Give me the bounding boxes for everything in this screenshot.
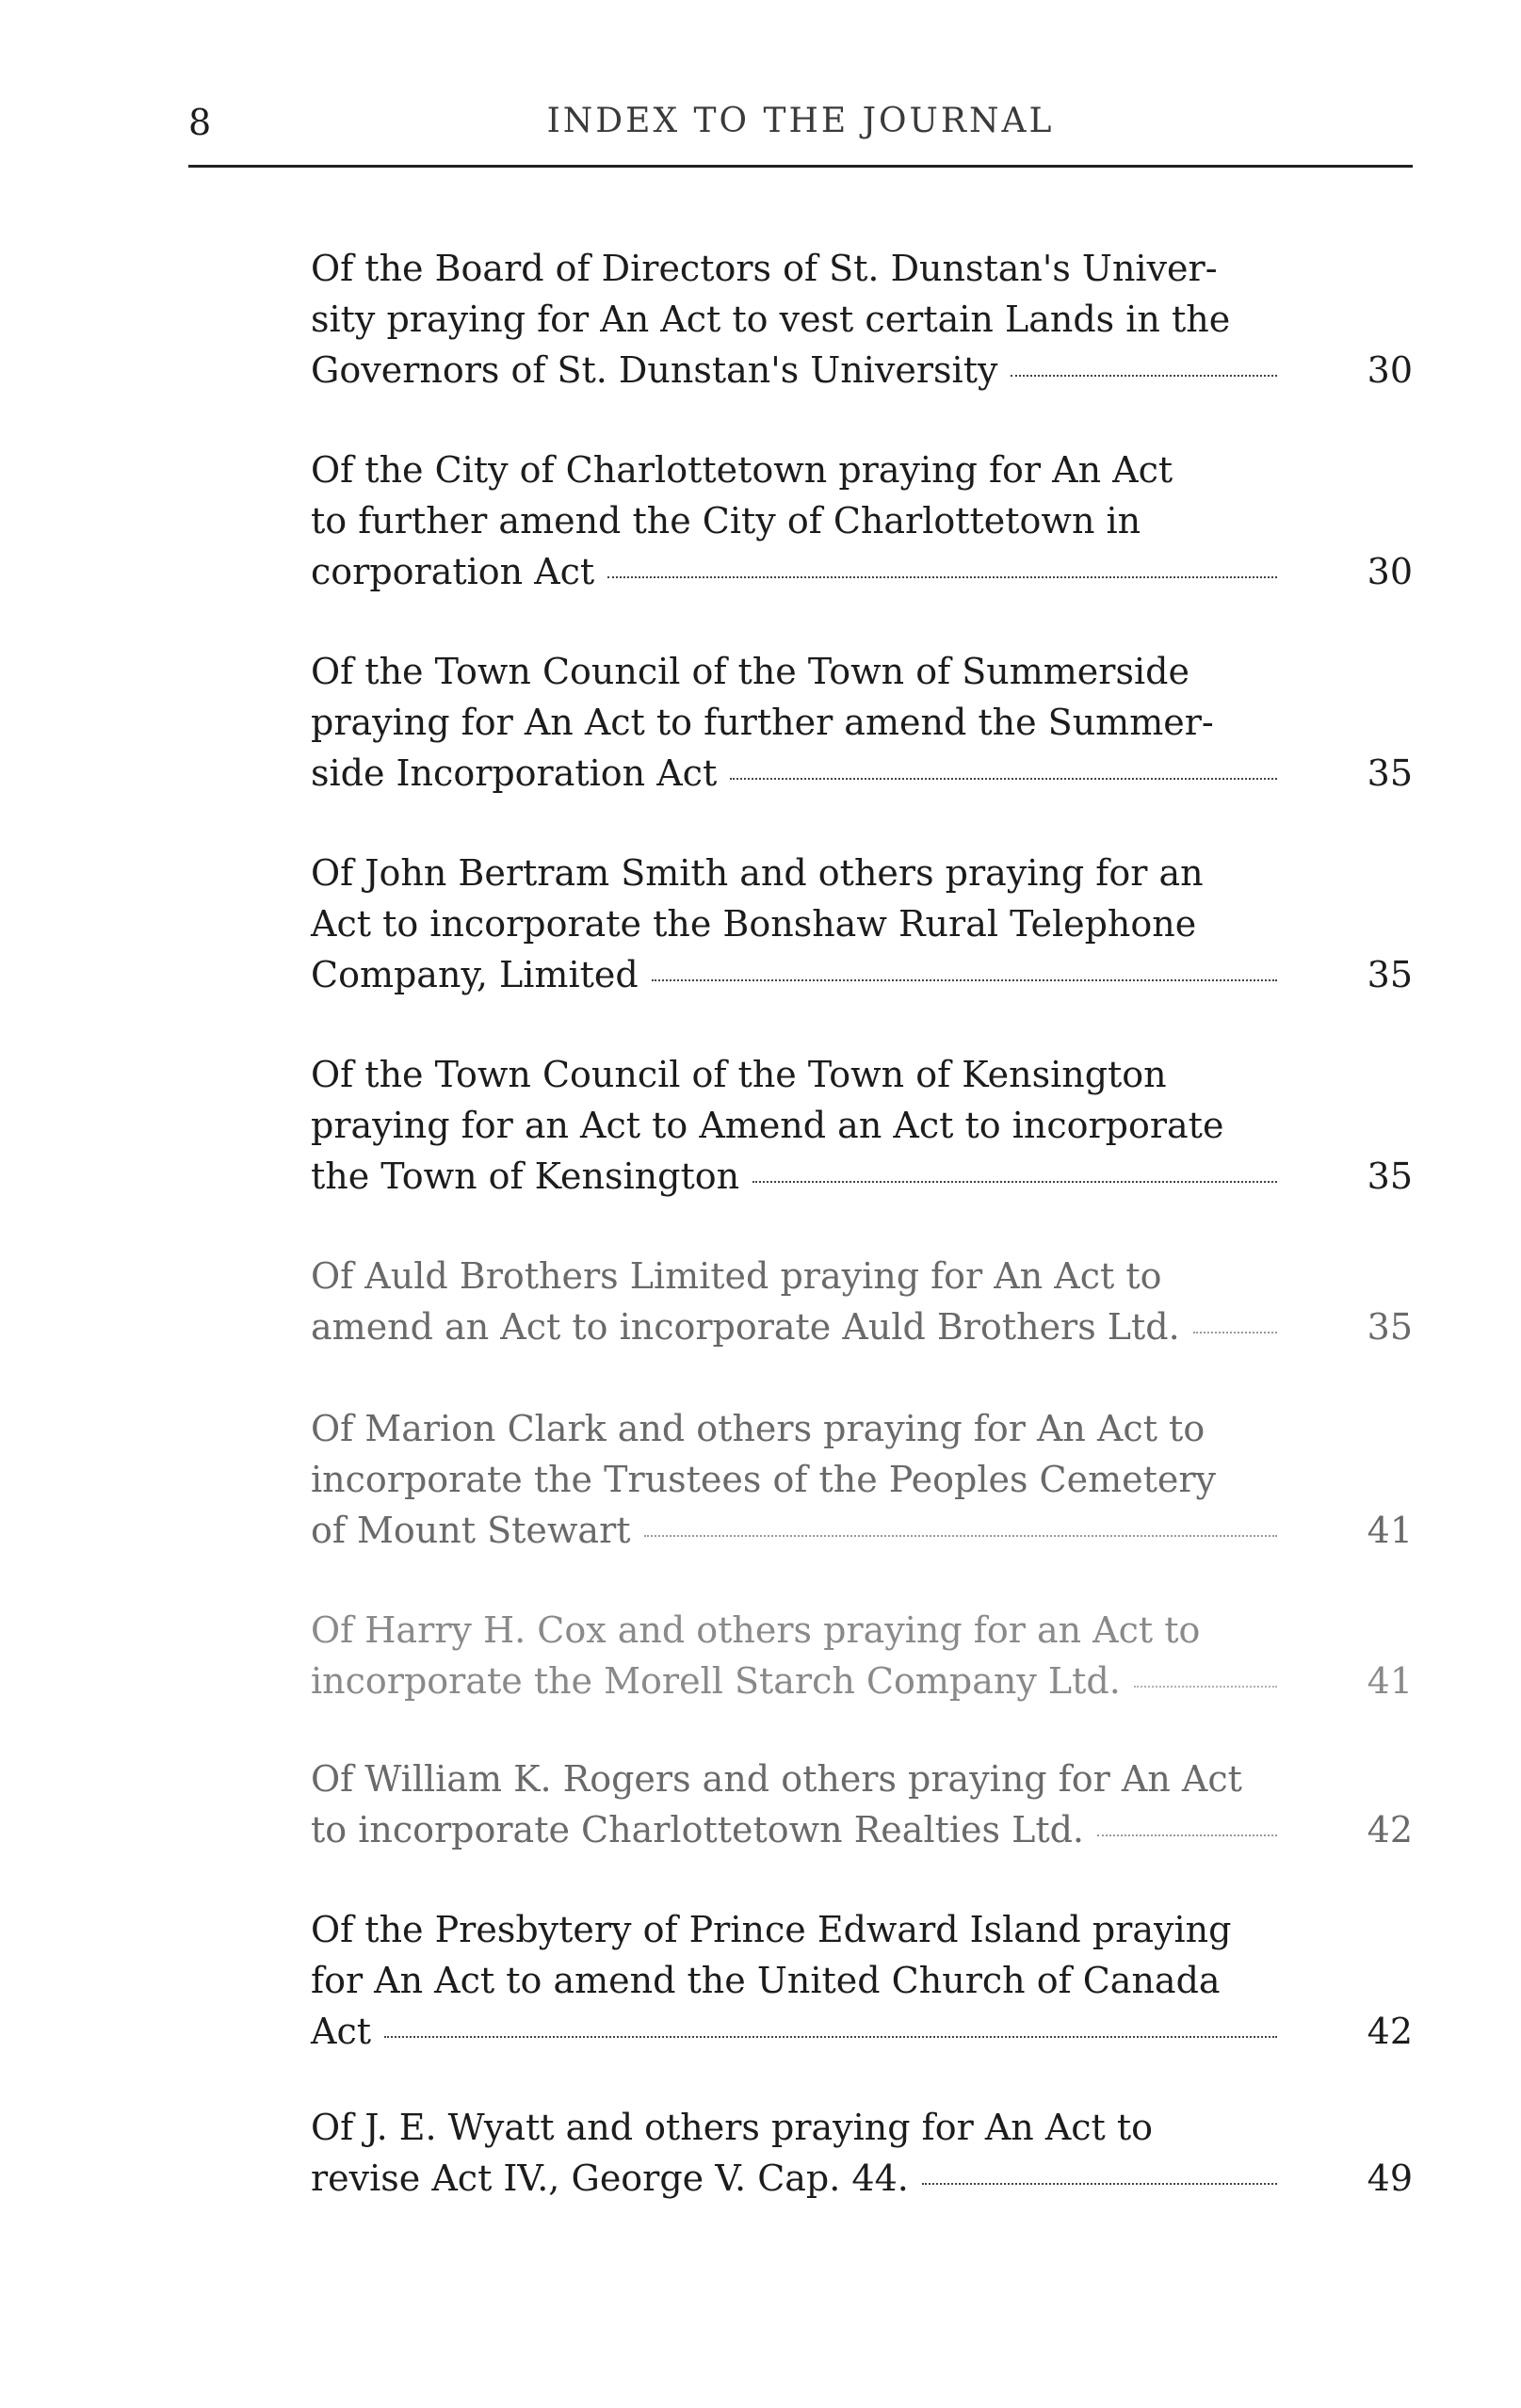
dot-leader	[384, 2036, 1277, 2038]
page-reference: 35	[1367, 954, 1413, 995]
dot-leader	[644, 1535, 1277, 1537]
entry-last-line	[311, 1505, 1281, 1556]
dot-leader	[607, 576, 1277, 578]
index-entry	[311, 1605, 1413, 1706]
dot-leader	[730, 778, 1277, 780]
entry-line: to incorporate Charlottetown Realties Ltd.	[311, 1809, 1085, 1850]
page-number: 8	[188, 102, 212, 143]
index-entry	[311, 646, 1413, 799]
dot-leader	[652, 979, 1277, 981]
entry-last-line	[311, 2153, 1281, 2204]
entry-last-line	[311, 748, 1281, 799]
entry-line: side Incorporation Act	[311, 752, 718, 794]
index-entry	[311, 848, 1413, 1000]
page-reference: 35	[1367, 1156, 1413, 1197]
dot-leader	[752, 1181, 1277, 1183]
page-reference: 41	[1367, 1660, 1413, 1702]
entry-last-line	[311, 1301, 1281, 1352]
entry-line: Of Auld Brothers Limited praying for An Act to	[311, 1255, 1162, 1297]
entry-text	[311, 2102, 1281, 2204]
entry-line: the Town of Kensington	[311, 1156, 740, 1197]
dot-leader	[1097, 1834, 1277, 1836]
page-reference: 35	[1367, 752, 1413, 794]
entry-text	[311, 243, 1281, 396]
entry-line: of Mount Stewart	[311, 1510, 631, 1551]
index-entry	[311, 1049, 1413, 1202]
entry-line: Act	[311, 2011, 371, 2052]
entry-line: revise Act IV., George V. Cap. 44.	[311, 2158, 909, 2199]
page-reference: 42	[1367, 2011, 1413, 2052]
entry-line: Act to incorporate the Bonshaw Rural Telephone	[311, 903, 1197, 945]
entry-line: Of William K. Rogers and others praying for An Act	[311, 1758, 1242, 1800]
dot-leader	[1193, 1332, 1277, 1333]
page-reference: 30	[1367, 349, 1413, 391]
entry-last-line	[311, 2006, 1281, 2057]
dot-leader	[1134, 1686, 1277, 1688]
entry-line: Of the Town Council of the Town of Summerside	[311, 651, 1189, 692]
dot-leader	[922, 2183, 1277, 2185]
entry-line: Of Marion Clark and others praying for An Act to	[311, 1408, 1205, 1449]
entry-line: sity praying for An Act to vest certain Lands in the	[311, 299, 1231, 340]
page-header	[188, 102, 1413, 158]
entry-text	[311, 1403, 1281, 1556]
entry-line: praying for an Act to Amend an Act to incorporate	[311, 1105, 1224, 1146]
entry-last-line	[311, 546, 1281, 597]
entry-last-line	[311, 345, 1281, 396]
entry-line: Of the Town Council of the Town of Kensington	[311, 1054, 1167, 1095]
entry-line: Governors of St. Dunstan's University	[311, 349, 998, 391]
entry-text	[311, 848, 1281, 1000]
entry-line: Of the Presbytery of Prince Edward Island praying	[311, 1909, 1232, 1950]
entry-line: for An Act to amend the United Church of Canada	[311, 1960, 1221, 2001]
entry-text	[311, 646, 1281, 799]
header-rule	[188, 165, 1413, 168]
running-title: INDEX TO THE JOURNAL	[546, 102, 1055, 140]
page-reference: 41	[1367, 1510, 1413, 1551]
page-reference: 35	[1367, 1306, 1413, 1348]
entry-line: corporation Act	[311, 551, 595, 592]
index-entry	[311, 1403, 1413, 1556]
entry-last-line	[311, 1151, 1281, 1202]
page-reference: 42	[1367, 1809, 1413, 1850]
index-entry	[311, 1904, 1413, 2057]
entry-line: incorporate the Trustees of the Peoples Cemetery	[311, 1459, 1217, 1500]
entry-line: praying for An Act to further amend the Summer-	[311, 702, 1214, 743]
entry-text	[311, 1251, 1281, 1352]
entry-line: Company, Limited	[311, 954, 639, 995]
index-entry	[311, 1251, 1413, 1352]
page-reference: 30	[1367, 551, 1413, 592]
dot-leader	[1011, 375, 1277, 377]
entry-line: Of Harry H. Cox and others praying for an Act to	[311, 1609, 1201, 1651]
entry-text	[311, 1753, 1281, 1855]
entry-last-line	[311, 949, 1281, 1000]
entry-line: incorporate the Morell Starch Company Ltd.	[311, 1660, 1121, 1702]
index-entry	[311, 1753, 1413, 1855]
entry-text	[311, 1605, 1281, 1706]
entry-text	[311, 1049, 1281, 1202]
entry-line: to further amend the City of Charlottetown in	[311, 500, 1141, 541]
page-reference: 49	[1367, 2158, 1413, 2199]
entry-last-line	[311, 1656, 1281, 1706]
entry-line: Of John Bertram Smith and others praying for an	[311, 852, 1204, 894]
entry-last-line	[311, 1804, 1281, 1855]
entry-line: amend an Act to incorporate Auld Brothers Ltd.	[311, 1306, 1180, 1348]
index-entry	[311, 243, 1413, 396]
entry-line: Of the City of Charlottetown praying for An Act	[311, 449, 1173, 491]
entry-line: Of J. E. Wyatt and others praying for An Act to	[311, 2107, 1154, 2148]
index-entry	[311, 444, 1413, 597]
entry-text	[311, 1904, 1281, 2057]
entry-line: Of the Board of Directors of St. Dunstan's Univer-	[311, 248, 1218, 289]
entry-text	[311, 444, 1281, 597]
index-entry	[311, 2102, 1413, 2204]
